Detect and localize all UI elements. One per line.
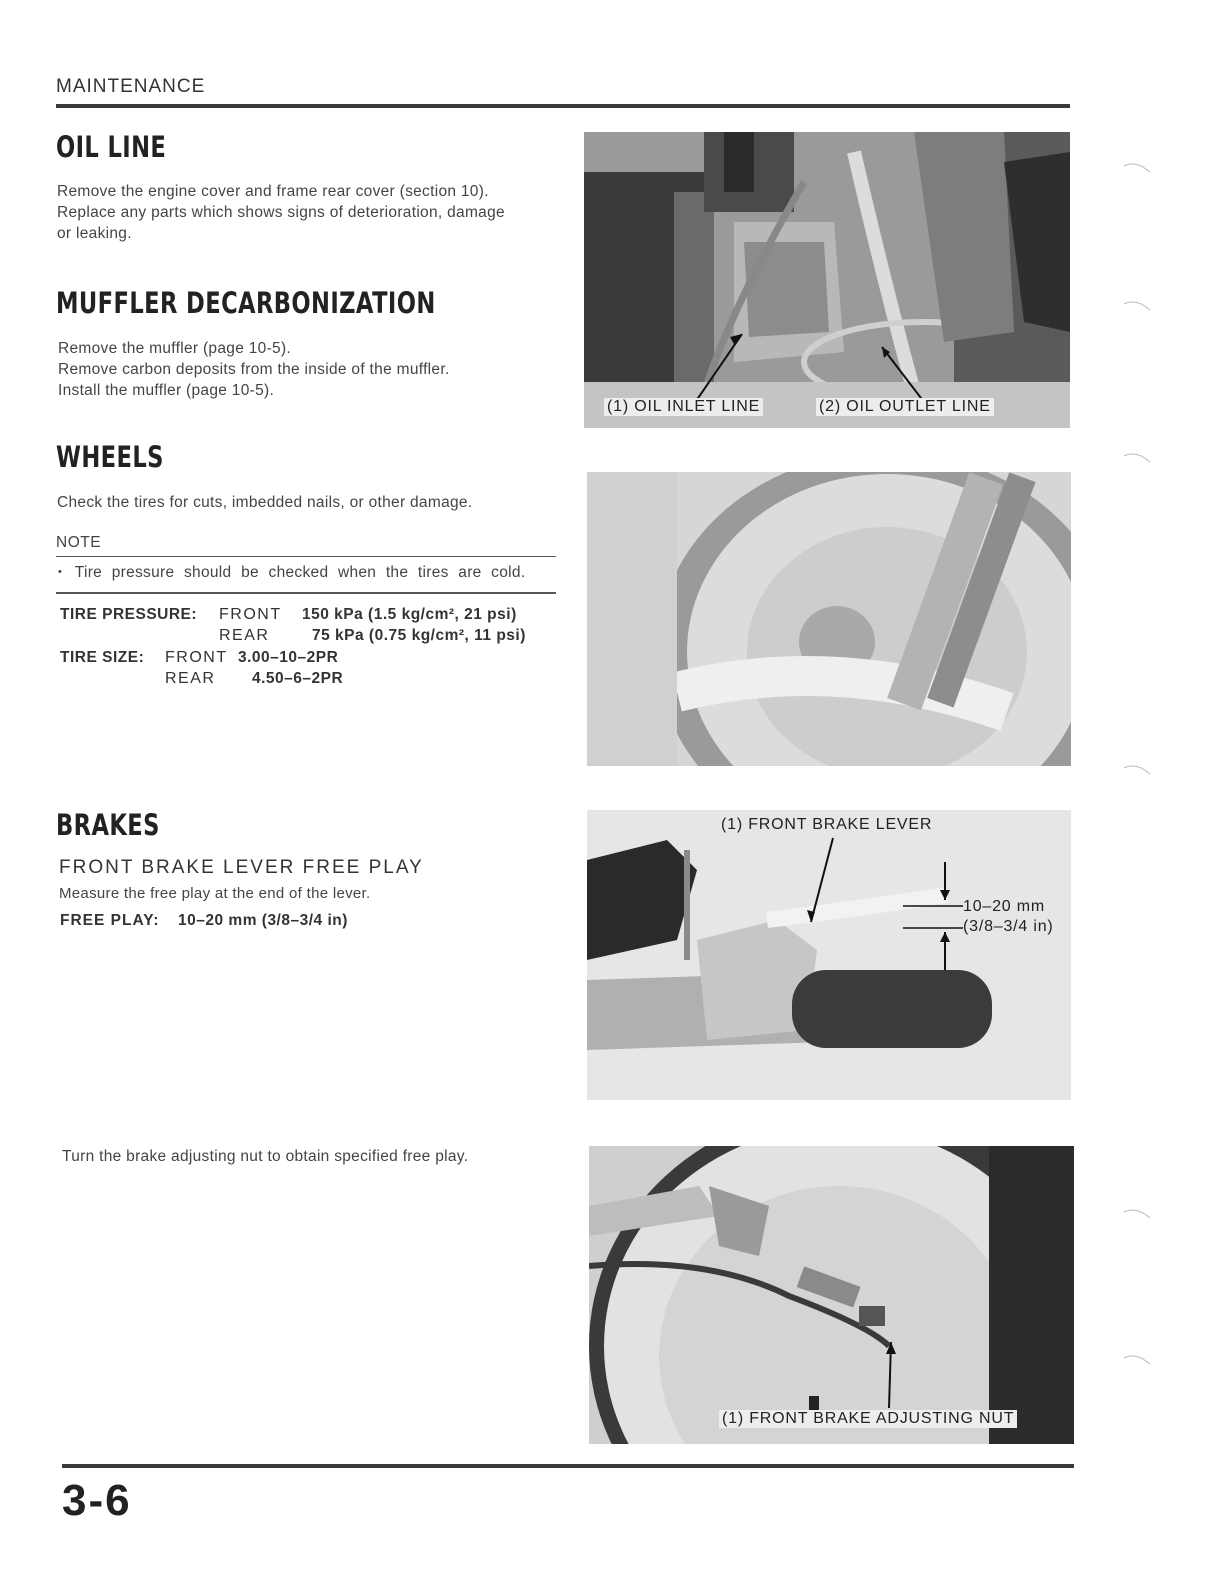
photo-oil-lines (584, 132, 1070, 428)
note-body: Tire pressure should be checked when the tires are cold. (74, 564, 526, 581)
photo-wheel-graphic (587, 472, 1071, 766)
margin-mark (1122, 298, 1152, 312)
rear-pressure-value: 75 kPa (0.75 kg/cm², 11 psi) (312, 627, 526, 644)
margin-mark (1122, 450, 1152, 464)
wheels-title: WHEELS (56, 440, 164, 474)
brakes-text: Measure the free play at the end of the lever. (59, 885, 371, 902)
header-rule (56, 104, 1070, 108)
front-size-value: 3.00–10–2PR (238, 649, 339, 666)
muffler-text-2: Remove carbon deposits from the inside of the muffler. (58, 361, 450, 378)
rear-pressure-label: REAR (219, 627, 270, 644)
photo-oil-lines-graphic (584, 132, 1070, 428)
wheels-text: Check the tires for cuts, imbedded nails, or other damage. (57, 494, 473, 511)
note-rule-bottom (56, 592, 556, 594)
note-bullet: • (58, 566, 63, 578)
rear-size-value: 4.50–6–2PR (252, 670, 344, 687)
muffler-text-1: Remove the muffler (page 10-5). (58, 340, 292, 357)
note-text (58, 564, 556, 582)
margin-mark (1122, 1352, 1152, 1366)
photo-brake-lever-graphic (587, 810, 1071, 1100)
callout-front-brake-adjusting-nut: (1) FRONT BRAKE ADJUSTING NUT (719, 1410, 1017, 1428)
oil-line-text-1: Remove the engine cover and frame rear cover (section 10). (57, 183, 489, 200)
margin-mark (1122, 160, 1152, 174)
photo-brake-lever (587, 810, 1071, 1100)
photo-brake-adjusting-nut-graphic (589, 1146, 1074, 1444)
brakes-adjust-text: Turn the brake adjusting nut to obtain specified free play. (62, 1148, 469, 1165)
callout-front-brake-lever: (1) FRONT BRAKE LEVER (721, 816, 933, 833)
oil-line-text (57, 181, 567, 244)
section-header: MAINTENANCE (56, 76, 206, 97)
photo-brake-adjusting-nut (589, 1146, 1074, 1444)
note-rule-top (56, 556, 556, 557)
rear-size-label: REAR (165, 670, 216, 687)
free-play-value: 10–20 mm (3/8–3/4 in) (178, 912, 348, 929)
front-pressure-label: FRONT (219, 606, 282, 623)
margin-mark (1122, 1206, 1152, 1220)
photo-wheel (587, 472, 1071, 766)
callout-free-play-in: (3/8–3/4 in) (963, 918, 1054, 935)
callout-oil-outlet: (2) OIL OUTLET LINE (816, 398, 994, 416)
muffler-text (58, 338, 568, 401)
callout-free-play-mm: 10–20 mm (963, 898, 1045, 915)
note-label: NOTE (56, 534, 102, 551)
page-number: 3-6 (62, 1476, 132, 1525)
brakes-title: BRAKES (56, 808, 160, 842)
margin-mark (1122, 762, 1152, 776)
free-play-label: FREE PLAY: (60, 912, 160, 929)
oil-line-text-2: Replace any parts which shows signs of deterioration, damage (57, 204, 505, 221)
callout-oil-inlet: (1) OIL INLET LINE (604, 398, 763, 416)
muffler-text-3: Install the muffler (page 10-5). (58, 382, 275, 399)
footer-rule (62, 1464, 1074, 1468)
brakes-subtitle: FRONT BRAKE LEVER FREE PLAY (59, 857, 424, 878)
oil-line-title: OIL LINE (56, 130, 167, 164)
tire-size-label: TIRE SIZE: (60, 649, 145, 666)
oil-line-text-3: or leaking. (57, 225, 132, 242)
muffler-title: MUFFLER DECARBONIZATION (56, 286, 436, 320)
tire-pressure-label: TIRE PRESSURE: (60, 606, 198, 623)
front-pressure-value: 150 kPa (1.5 kg/cm², 21 psi) (302, 606, 517, 623)
front-size-label: FRONT (165, 649, 228, 666)
